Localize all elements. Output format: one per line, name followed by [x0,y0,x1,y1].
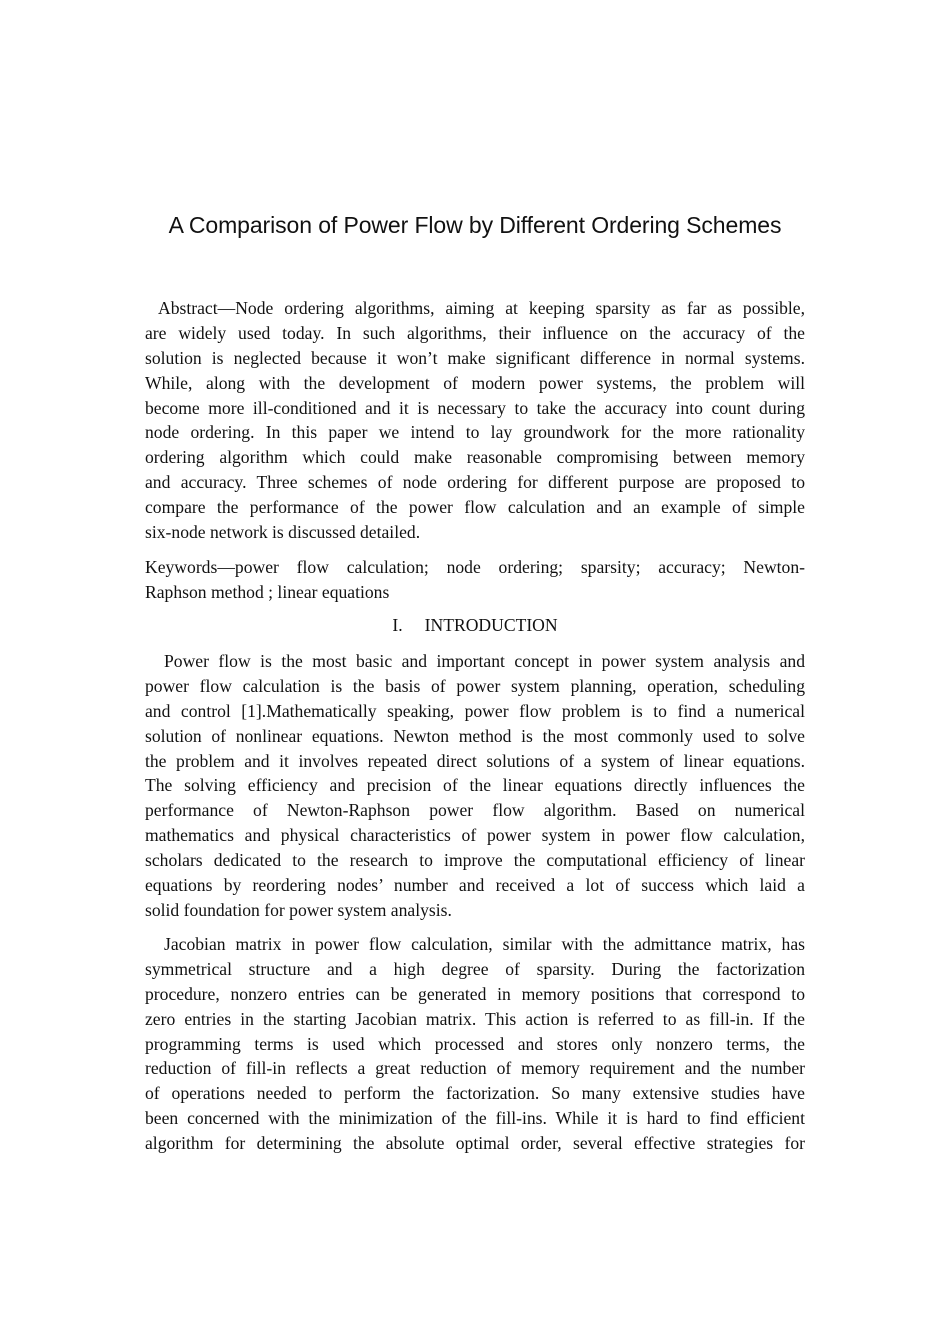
keywords [145,555,805,605]
paragraph-line: symmetrical structure and a high degree of sparsity. During the factorization [145,958,805,979]
keywords-line: Keywords—power flow calculation; node ordering; sparsity; accuracy; Newton- [145,557,805,577]
paragraph-line: zero entries in the starting Jacobian matrix. This action is referred to as fill-in. If the [145,1008,805,1029]
paragraph-line: solid foundation for power system analysis. [145,899,452,920]
section-title: INTRODUCTION [424,615,558,635]
paragraph-line: reduction of fill-in reflects a great reduction of memory requirement and the number [145,1058,805,1079]
paragraph-line: equations by reordering nodes’ number and received a lot of success which laid a [145,875,805,896]
section-heading [0,615,950,636]
paper-title: A Comparison of Power Flow by Different Ordering Schemes [168,212,782,238]
paragraph-line: performance of Newton-Raphson power flow algorithm. Based on numerical [145,800,805,821]
paragraph-line: The solving efficiency and precision of the linear equations directly influences the [145,775,805,796]
paragraph-line: Jacobian matrix in power flow calculation, similar with the admittance matrix, has [164,934,805,954]
paragraph-line: the problem and it involves repeated direct solutions of a system of linear equations. [145,750,805,771]
abstract-line: six-node network is discussed detailed. [145,522,421,543]
intro-paragraph-2 [145,932,805,1156]
abstract-line: compare the performance of the power flow calculation and an example of simple [145,497,805,518]
paragraph-line: procedure, nonzero entries can be generated in memory positions that correspond to [145,983,805,1004]
abstract-line: ordering algorithm which could make reasonable compromising between memory [145,447,805,468]
paragraph-line: power flow calculation is the basis of power system planning, operation, scheduling [145,675,805,696]
abstract-line: become more ill-conditioned and it is necessary to take the accuracy into count during [145,397,805,418]
paragraph-line: programming terms is used which processed and stores only nonzero terms, the [145,1033,805,1054]
paragraph-line: solution of nonlinear equations. Newton method is the most commonly used to solve [145,725,805,746]
keywords-line: Raphson method ; linear equations [145,581,390,602]
paragraph-line: mathematics and physical characteristics of power system in power flow calculation, [145,825,805,846]
abstract-line: While, along with the development of modern power systems, the problem will [145,372,805,393]
abstract [145,296,805,545]
section-number: I. [392,615,403,635]
paragraph-line: and control [1].Mathematically speaking, power flow problem is to find a numerical [145,700,805,721]
abstract-line: node ordering. In this paper we intend to lay groundwork for the more rationality [145,422,805,443]
paragraph-line: been concerned with the minimization of the fill-ins. While it is hard to find efficient [145,1108,805,1129]
paragraph-line: scholars dedicated to the research to improve the computational efficiency of linear [145,850,805,871]
abstract-line: and accuracy. Three schemes of node ordering for different purpose are proposed to [145,472,805,493]
abstract-line: Abstract—Node ordering algorithms, aiming at keeping sparsity as far as possible, [158,298,805,318]
paragraph-line: of operations needed to perform the factorization. So many extensive studies have [145,1083,805,1104]
paragraph-line: Power flow is the most basic and important concept in power system analysis and [164,651,805,671]
paragraph-line: algorithm for determining the absolute optimal order, several effective strategies for [145,1133,805,1154]
intro-paragraph-1 [145,649,805,923]
abstract-line: are widely used today. In such algorithms, their influence on the accuracy of the [145,322,805,343]
abstract-line: solution is neglected because it won’t make significant difference in normal systems. [145,347,805,368]
